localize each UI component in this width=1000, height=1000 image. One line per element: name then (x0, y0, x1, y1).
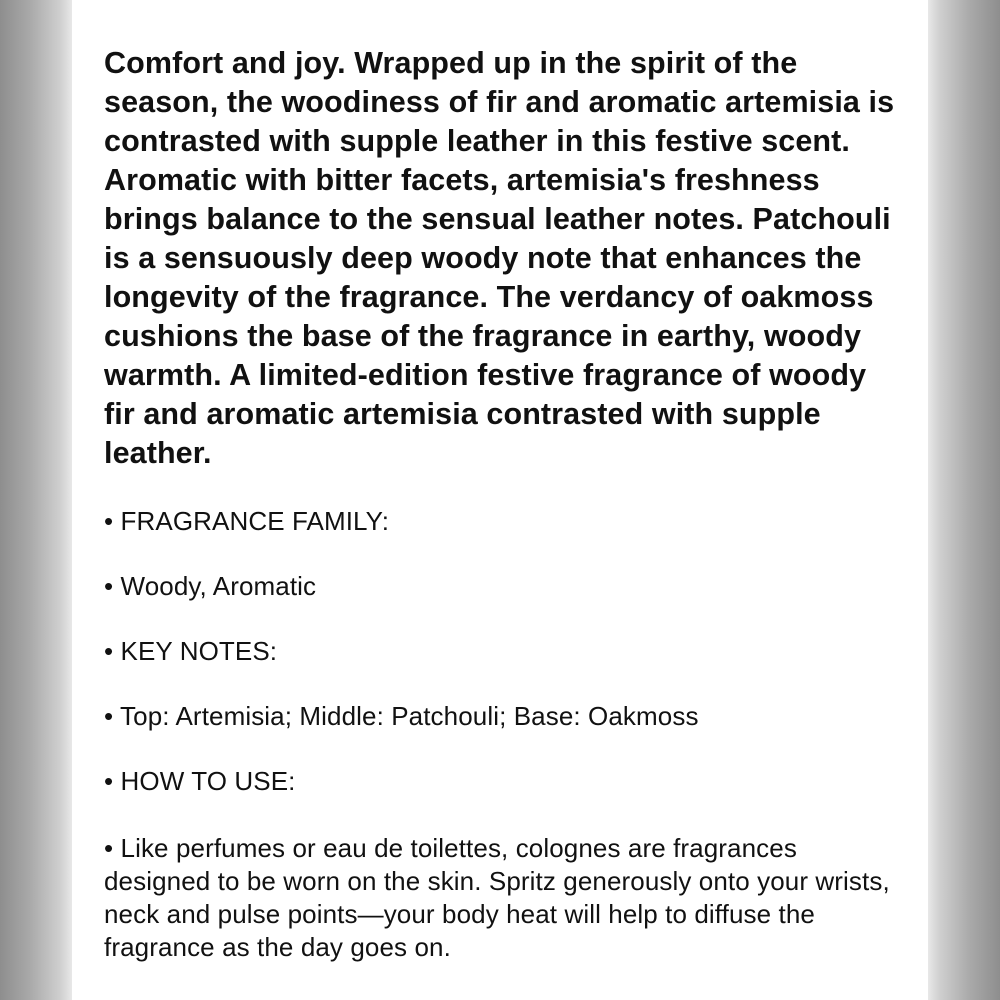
key-notes-heading: • KEY NOTES: (104, 636, 278, 666)
how-to-use-instructions: • Like perfumes or eau de toilettes, colognes are fragrances designed to be worn on the skin. Spritz generously onto your wrists, neck and pulse points—your body heat will help to diffuse the fragrance as the day goes on. (104, 833, 890, 962)
product-description: Comfort and joy. Wrapped up in the spirit of the season, the woodiness of fir and aromatic artemisia is contrasted with supple leather in this festive scent. Aromatic with bitter facets, artemisia's freshness brings balance to the sensual leather notes. Patchouli is a sensuously deep woody note that enhances the longevity of the fragrance. The verdancy of oakmoss cushions the base of the fragrance in earthy, woody warmth. A limited-edition festive fragrance of woody fir and aromatic artemisia contrasted with supple leather. (104, 46, 895, 470)
fragrance-family-value: • Woody, Aromatic (104, 571, 317, 601)
document-page (72, 0, 928, 1000)
fragrance-family-heading: • FRAGRANCE FAMILY: (104, 506, 390, 536)
key-notes-value: • Top: Artemisia; Middle: Patchouli; Base: Oakmoss (104, 701, 699, 731)
how-to-use-heading: • HOW TO USE: (104, 766, 296, 796)
